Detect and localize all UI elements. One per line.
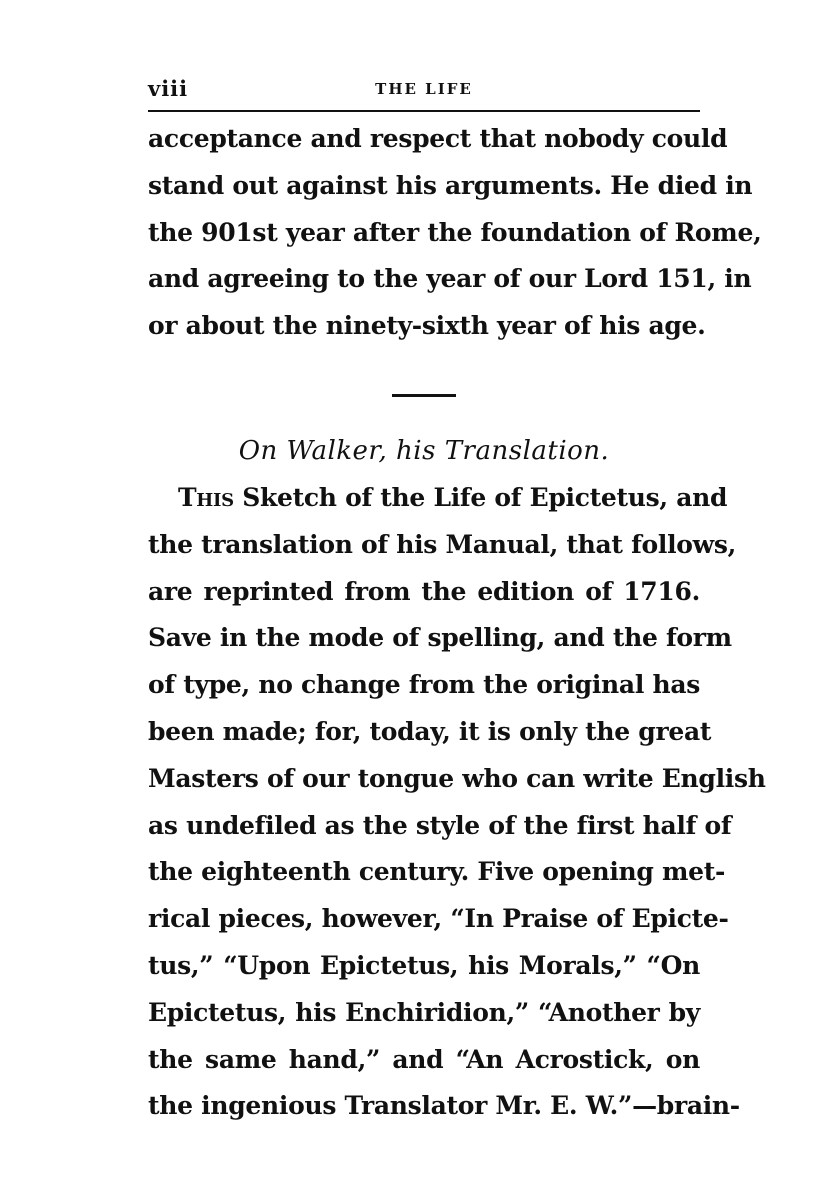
paragraph-life-ending bbox=[148, 116, 762, 350]
book-page bbox=[148, 70, 766, 1130]
text-line: as undefiled as the style of the first half of bbox=[148, 810, 732, 840]
text-line: Save in the mode of spelling, and the form bbox=[148, 623, 732, 653]
text-line: Epictetus, his Enchiridion,” “Another by bbox=[148, 997, 700, 1027]
text-line: the ingenious Translator Mr. E. W.”—brain- bbox=[148, 1091, 740, 1121]
paragraph-translation bbox=[148, 475, 766, 1130]
text-line: stand out against his arguments. He died in bbox=[148, 170, 753, 200]
text-line: the translation of his Manual, that follows, bbox=[148, 529, 737, 559]
text-line: been made; for, today, it is only the great bbox=[148, 716, 712, 746]
text-line: of type, no change from the original has bbox=[148, 670, 700, 700]
text-line: acceptance and respect that nobody could bbox=[148, 124, 728, 153]
text-line-rest: Sketch of the Life of Epictetus, and bbox=[233, 482, 728, 512]
text-line-first bbox=[148, 475, 728, 522]
running-title: THE LIFE bbox=[375, 80, 473, 98]
section-divider bbox=[392, 394, 456, 397]
text-line: the same hand,” and “An Acrostick, on bbox=[148, 1044, 700, 1074]
header-rule bbox=[148, 110, 700, 112]
text-line: Masters of our tongue who can write English bbox=[148, 763, 766, 793]
page-number: viii bbox=[148, 76, 189, 101]
lead-word: This bbox=[178, 482, 234, 512]
text-line: tus,” “Upon Epictetus, his Morals,” “On bbox=[148, 950, 700, 980]
running-head bbox=[148, 70, 700, 104]
text-line: rical pieces, however, “In Praise of Epicte- bbox=[148, 904, 729, 934]
section-heading: On Walker, his Translation. bbox=[238, 435, 610, 466]
text-line: the 901st year after the foundation of Rome, bbox=[148, 217, 762, 247]
text-line: the eighteenth century. Five opening met- bbox=[148, 857, 726, 887]
text-line: and agreeing to the year of our Lord 151, in bbox=[148, 264, 752, 294]
text-line: are reprinted from the edition of 1716. bbox=[148, 576, 700, 606]
text-line: or about the ninety-sixth year of his age. bbox=[148, 311, 706, 341]
